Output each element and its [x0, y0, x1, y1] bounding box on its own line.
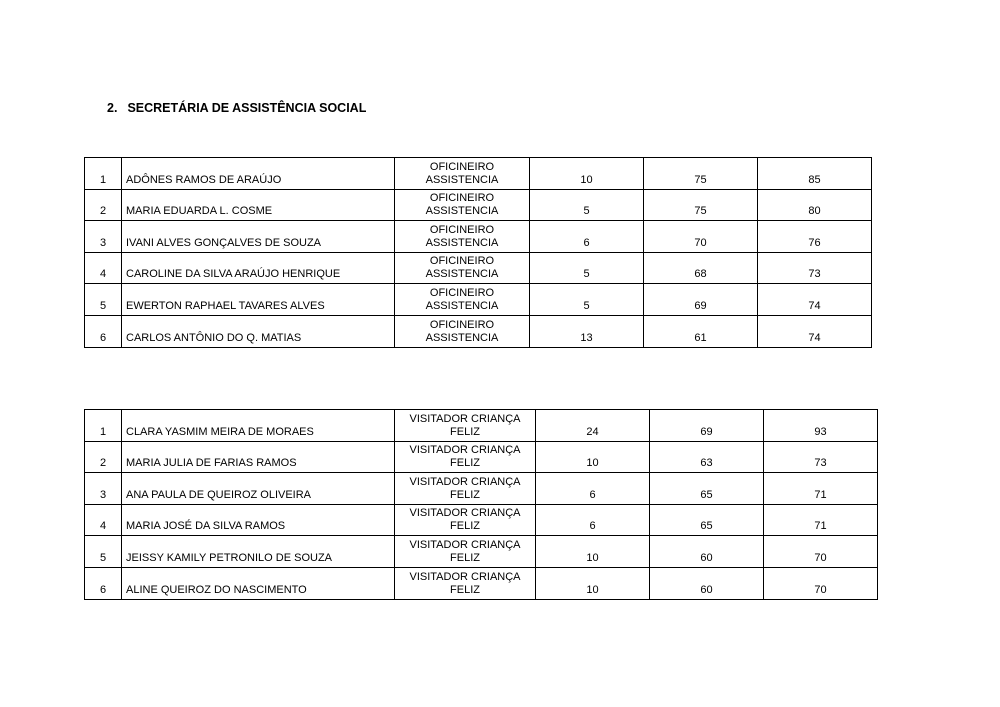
- person-name: IVANI ALVES GONÇALVES DE SOUZA: [122, 221, 395, 253]
- row-number: 4: [85, 504, 122, 536]
- role-line-1: OFICINEIRO: [429, 255, 495, 268]
- score-total: 93: [764, 410, 878, 442]
- score-2: 63: [650, 441, 764, 473]
- table-row: [85, 252, 872, 284]
- score-total: 74: [758, 284, 872, 316]
- role-cell: [395, 504, 536, 536]
- table-row: [85, 536, 878, 568]
- table-row: [85, 189, 872, 221]
- score-1: 6: [536, 504, 650, 536]
- table-row: [85, 284, 872, 316]
- person-name: ADÔNES RAMOS DE ARAÚJO: [122, 158, 395, 190]
- score-2: 61: [644, 315, 758, 347]
- score-total: 73: [764, 441, 878, 473]
- visitador-table: [84, 409, 878, 600]
- score-1: 10: [536, 567, 650, 599]
- score-1: 13: [530, 315, 644, 347]
- role-line-2: FELIZ: [450, 457, 480, 470]
- score-1: 6: [530, 221, 644, 253]
- role-line-2: FELIZ: [450, 583, 480, 596]
- score-1: 6: [536, 473, 650, 505]
- role-cell: [395, 441, 536, 473]
- person-name: MARIA JULIA DE FARIAS RAMOS: [122, 441, 395, 473]
- score-2: 60: [650, 536, 764, 568]
- row-number: 1: [85, 410, 122, 442]
- role-cell: [395, 284, 530, 316]
- table-row: [85, 567, 878, 599]
- score-2: 75: [644, 158, 758, 190]
- role-line-2: ASSISTENCIA: [425, 331, 499, 344]
- row-number: 3: [85, 473, 122, 505]
- section-title: SECRETÁRIA DE ASSISTÊNCIA SOCIAL: [127, 101, 367, 115]
- score-2: 75: [644, 189, 758, 221]
- row-number: 5: [85, 536, 122, 568]
- person-name: CARLOS ANTÔNIO DO Q. MATIAS: [122, 315, 395, 347]
- person-name: CAROLINE DA SILVA ARAÚJO HENRIQUE: [122, 252, 395, 284]
- score-1: 24: [536, 410, 650, 442]
- score-total: 85: [758, 158, 872, 190]
- score-2: 65: [650, 473, 764, 505]
- person-name: EWERTON RAPHAEL TAVARES ALVES: [122, 284, 395, 316]
- role-line-1: VISITADOR CRIANÇA: [409, 507, 521, 520]
- role-line-2: FELIZ: [450, 488, 480, 501]
- role-line-1: VISITADOR CRIANÇA: [409, 570, 521, 583]
- person-name: ANA PAULA DE QUEIROZ OLIVEIRA: [122, 473, 395, 505]
- row-number: 4: [85, 252, 122, 284]
- role-line-1: VISITADOR CRIANÇA: [409, 475, 521, 488]
- person-name: MARIA JOSÉ DA SILVA RAMOS: [122, 504, 395, 536]
- person-name: JEISSY KAMILY PETRONILO DE SOUZA: [122, 536, 395, 568]
- row-number: 6: [85, 567, 122, 599]
- score-total: 71: [764, 504, 878, 536]
- role-line-2: ASSISTENCIA: [425, 268, 499, 281]
- score-1: 5: [530, 252, 644, 284]
- score-1: 10: [530, 158, 644, 190]
- role-line-2: FELIZ: [450, 520, 480, 533]
- score-1: 10: [536, 536, 650, 568]
- row-number: 3: [85, 221, 122, 253]
- role-cell: [395, 536, 536, 568]
- score-total: 70: [764, 567, 878, 599]
- score-2: 69: [644, 284, 758, 316]
- score-1: 10: [536, 441, 650, 473]
- role-line-2: FELIZ: [450, 425, 480, 438]
- role-cell: [395, 473, 536, 505]
- role-line-2: ASSISTENCIA: [425, 205, 499, 218]
- role-line-2: FELIZ: [450, 551, 480, 564]
- role-line-1: OFICINEIRO: [429, 318, 495, 331]
- score-2: 65: [650, 504, 764, 536]
- person-name: MARIA EDUARDA L. COSME: [122, 189, 395, 221]
- role-cell: [395, 410, 536, 442]
- oficineiro-table: [84, 157, 872, 348]
- role-line-1: OFICINEIRO: [429, 286, 495, 299]
- row-number: 6: [85, 315, 122, 347]
- score-total: 73: [758, 252, 872, 284]
- row-number: 1: [85, 158, 122, 190]
- table-row: [85, 315, 872, 347]
- role-cell: [395, 158, 530, 190]
- score-total: 71: [764, 473, 878, 505]
- table-row: [85, 221, 872, 253]
- role-line-1: VISITADOR CRIANÇA: [409, 538, 521, 551]
- table-row: [85, 410, 878, 442]
- score-total: 74: [758, 315, 872, 347]
- score-2: 68: [644, 252, 758, 284]
- table-row: [85, 473, 878, 505]
- role-line-2: ASSISTENCIA: [425, 173, 499, 186]
- row-number: 2: [85, 189, 122, 221]
- row-number: 5: [85, 284, 122, 316]
- person-name: ALINE QUEIROZ DO NASCIMENTO: [122, 567, 395, 599]
- section-heading: [107, 101, 366, 115]
- role-line-1: OFICINEIRO: [429, 160, 495, 173]
- role-line-2: ASSISTENCIA: [425, 236, 499, 249]
- table-row: [85, 504, 878, 536]
- role-line-1: OFICINEIRO: [429, 223, 495, 236]
- score-total: 70: [764, 536, 878, 568]
- person-name: CLARA YASMIM MEIRA DE MORAES: [122, 410, 395, 442]
- score-2: 60: [650, 567, 764, 599]
- role-cell: [395, 221, 530, 253]
- section-number: 2.: [107, 101, 118, 115]
- role-line-1: VISITADOR CRIANÇA: [409, 444, 521, 457]
- score-2: 70: [644, 221, 758, 253]
- score-1: 5: [530, 189, 644, 221]
- role-line-1: VISITADOR CRIANÇA: [409, 412, 521, 425]
- role-cell: [395, 315, 530, 347]
- row-number: 2: [85, 441, 122, 473]
- role-line-1: OFICINEIRO: [429, 192, 495, 205]
- table-row: [85, 158, 872, 190]
- role-cell: [395, 189, 530, 221]
- table-row: [85, 441, 878, 473]
- score-2: 69: [650, 410, 764, 442]
- score-total: 76: [758, 221, 872, 253]
- role-cell: [395, 567, 536, 599]
- score-total: 80: [758, 189, 872, 221]
- score-1: 5: [530, 284, 644, 316]
- role-line-2: ASSISTENCIA: [425, 299, 499, 312]
- role-cell: [395, 252, 530, 284]
